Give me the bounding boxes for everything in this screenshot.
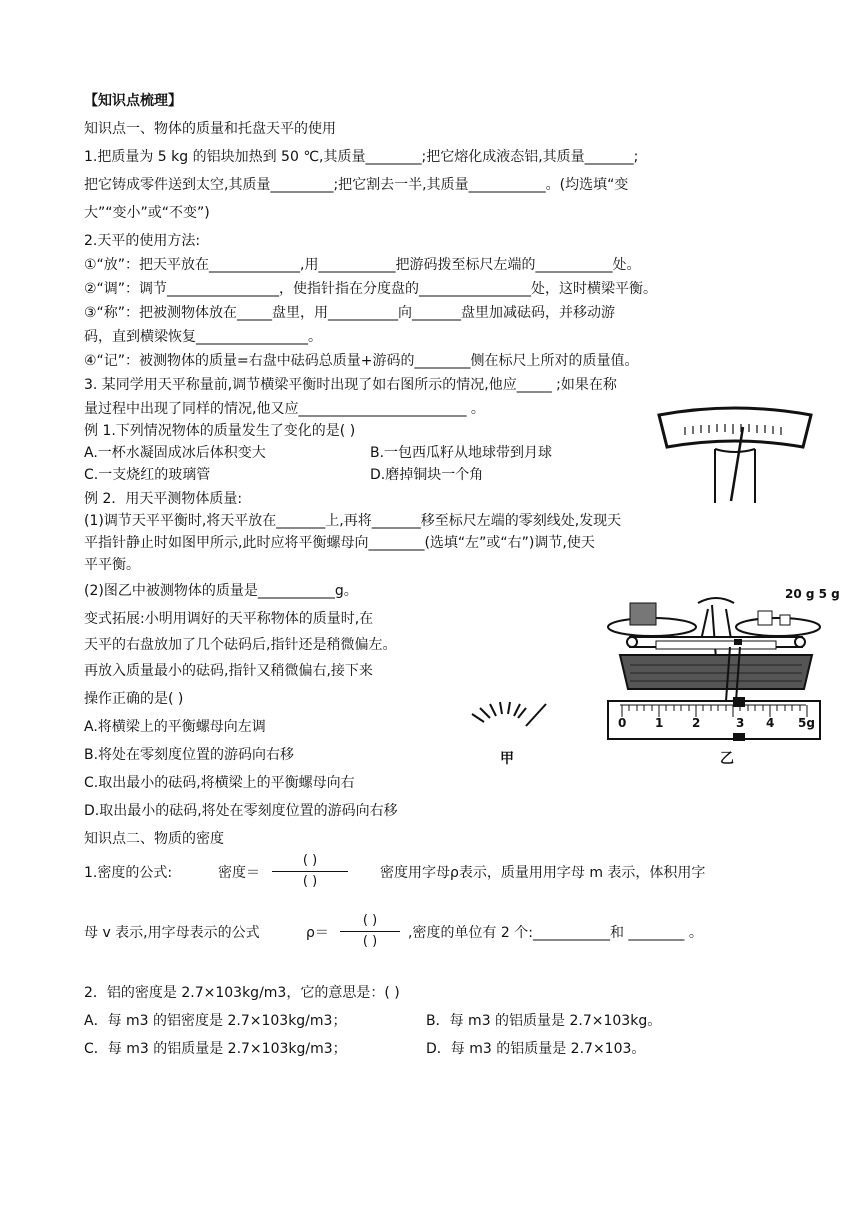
tick-label: 2: [692, 716, 701, 730]
tick-label: 3: [736, 716, 745, 730]
section-title: 【知识点梳理】: [84, 93, 182, 109]
ex1-option-c: C.一支烧红的玻璃管: [84, 467, 211, 483]
density-letter-formula-text: 母 v 表示,用字母表示的公式: [84, 925, 260, 941]
variant-line3: 再放入质量最小的砝码,指针又稍微偏右,接下来: [84, 663, 373, 679]
q-al-density: 2．铝的密度是 2.7×103kg/m3，它的意思是：( ): [84, 985, 400, 1001]
fraction-denominator: ( ): [302, 874, 318, 889]
variant-option-a: A.将横梁上的平衡螺母向左调: [84, 719, 266, 735]
density-word: 密度＝: [218, 865, 260, 881]
kp1-heading: 知识点一、物体的质量和托盘天平的使用: [84, 121, 336, 137]
rho-denominator: ( ): [362, 934, 378, 949]
variant-option-b: B.将处在零刻度位置的游码向右移: [84, 747, 295, 763]
ex1-option-a: A.一杯水凝固成冰后体积变大: [84, 445, 266, 461]
dial-pointer-figure: [655, 405, 815, 505]
fraction-numerator: ( ): [302, 853, 318, 868]
q2-step-record: ④“记”：被测物体的质量=右盘中砝码总质量+游码的________侧在标尺上所对的质量值。: [84, 353, 639, 369]
q2-step-adjust: ②“调”：调节________________，使指针指在分度盘的________________处，这时横梁平衡。: [84, 281, 658, 297]
kp2-heading: 知识点二、物质的密度: [84, 831, 224, 847]
variant-line4: 操作正确的是( ): [84, 691, 184, 707]
ex2-q1-line2: 平指针静止时如图甲所示,此时应将平衡螺母向________(选填“左”或“右”)调节,使天: [84, 535, 595, 551]
q2-heading: 2.天平的使用方法:: [84, 233, 201, 249]
q3-line2: 量过程中出现了同样的情况,他又应________________________ 。: [84, 401, 485, 417]
rho-symbol: ρ＝: [306, 925, 329, 941]
ex2-q1-line1: (1)调节天平平衡时,将天平放在_______上,再将_______移至标尺左端的零刻线处,发现天: [84, 513, 622, 529]
q1-line3: 大”“变小”或“不变”): [84, 205, 210, 221]
ex2-q1-line3: 平平衡。: [84, 557, 140, 573]
density-symbol-text: 密度用字母ρ表示，质量用用字母 m 表示，体积用字: [380, 865, 706, 881]
q1-line2: 把它铸成零件送到太空,其质量_________;把它割去一半,其质量___________。(均选填“变: [84, 177, 629, 193]
rho-fraction: [340, 912, 400, 951]
tick-label: 1: [655, 716, 664, 730]
q-al-option-a: A．每 m3 的铝密度是 2.7×103kg/m3；: [84, 1013, 347, 1029]
q2-step-weigh-2: 码，直到横梁恢复________________。: [84, 329, 322, 345]
density-units-text: ,密度的单位有 2 个:___________和 ________ 。: [408, 925, 703, 941]
q3-line1: 3. 某同学用天平称量前,调节横梁平衡时出现了如右图所示的情况,他应_____ ;如果在称: [84, 377, 617, 393]
figure-yi-label: 乙: [720, 751, 734, 767]
q2-step-place: ①“放”：把天平放在_____________,用___________把游码拨至标尺左端的___________处。: [84, 257, 641, 273]
scale-tick-labels: [600, 716, 822, 734]
q-al-option-d: D．每 m3 的铝质量是 2.7×103。: [426, 1041, 646, 1057]
variant-line2: 天平的右盘放加了几个砝码后,指针还是稍微偏左。: [84, 637, 397, 653]
ex2-q2: (2)图乙中被测物体的质量是___________g。: [84, 583, 358, 599]
figure-jia-label: 甲: [500, 751, 514, 767]
q-al-option-c: C．每 m3 的铝质量是 2.7×103kg/m3；: [84, 1041, 347, 1057]
tick-label: 5g: [798, 716, 815, 730]
ex1-option-d: D.磨掉铜块一个角: [370, 467, 484, 483]
variant-line1: 变式拓展:小明用调好的天平称物体的质量时,在: [84, 611, 374, 627]
variant-option-c: C.取出最小的砝码,将横梁上的平衡螺母向右: [84, 775, 355, 791]
tick-label: 0: [618, 716, 627, 730]
q1-line1: 1.把质量为 5 kg 的铝块加热到 50 ℃,其质量________;把它熔化成液态铝,其质量_______;: [84, 149, 639, 165]
weights-label: 20 g 5 g: [785, 587, 840, 601]
tick-label: 4: [766, 716, 775, 730]
rho-numerator: ( ): [362, 913, 378, 928]
variant-option-d: D.取出最小的砝码,将处在零刻度位置的游码向右移: [84, 803, 398, 819]
density-formula-label: 1.密度的公式:: [84, 865, 173, 881]
q-al-option-b: B．每 m3 的铝质量是 2.7×103kg。: [426, 1013, 662, 1029]
ex2-heading: 例 2．用天平测物体质量:: [84, 491, 243, 507]
density-word-fraction: [272, 852, 348, 891]
ex1-question: 例 1.下列情况物体的质量发生了变化的是( ): [84, 423, 356, 439]
ex1-option-b: B.一包西瓜籽从地球带到月球: [370, 445, 553, 461]
q2-step-weigh-1: ③“称”：把被测物体放在_____盘里，用__________向_______盘里加减砝码，并移动游: [84, 305, 616, 321]
